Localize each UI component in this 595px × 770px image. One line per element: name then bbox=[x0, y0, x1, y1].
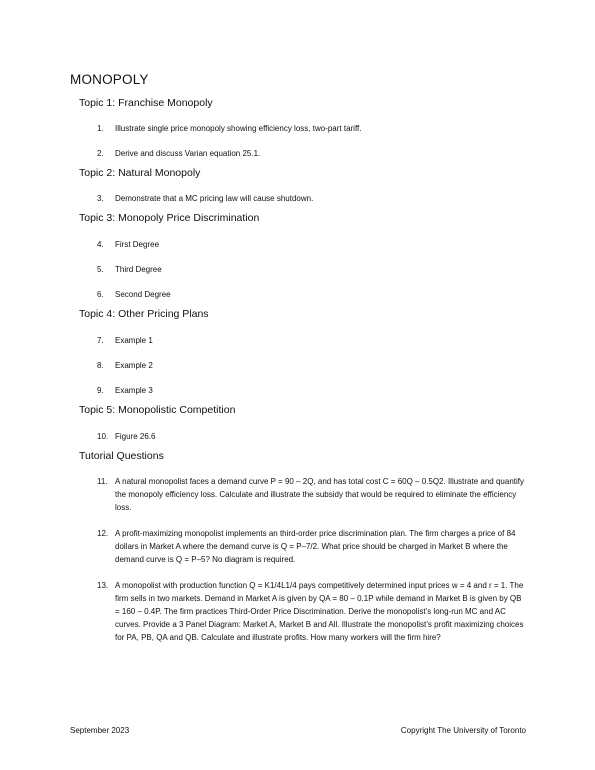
item-text: A profit-maximizing monopolist implements an third-order price discrimination plan. The firm charges a price of 84 dollars in Market A where the demand curve is Q = P–7/2. What price should be charged in Market B where the demand curve is Q = P–5? No diagram is required. bbox=[115, 529, 516, 564]
footer-date: September 2023 bbox=[70, 726, 130, 735]
item-text: A monopolist with production function Q = K1/4L1/4 pays competitively determined input prices w = 4 and r = 1. The firm sells in two markets. Demand in Market A is given by QA = 80 – 0.1P while demand in Market B is given by QB = 160 – 0.4P. The firm practices Third-Order Price Discrimination. Derive the monopolist’s long-run MC and AC curves. Provide a 3 Panel Diagram: Market A, Market B and All. Illustrate the monopolist’s profit maximizing choices for PA, PB, QA and QB. Calculate and illustrate profits. How many workers will the firm hire? bbox=[115, 581, 524, 642]
list-item-8 bbox=[97, 359, 527, 372]
item-text: Example 3 bbox=[115, 386, 153, 395]
item-number: 13. bbox=[97, 581, 109, 590]
item-number: 6. bbox=[97, 290, 104, 299]
item-number: 2. bbox=[97, 149, 104, 158]
list-item-7 bbox=[97, 334, 527, 347]
topic-heading-2: Topic 2: Natural Monopoly bbox=[79, 167, 201, 179]
footer-copyright: Copyright The University of Toronto bbox=[400, 726, 526, 735]
item-number: 5. bbox=[97, 265, 104, 274]
list-item-4 bbox=[97, 238, 527, 251]
list-item-11 bbox=[97, 475, 527, 514]
item-text: First Degree bbox=[115, 240, 160, 249]
list-item-12 bbox=[97, 527, 527, 566]
item-text: Second Degree bbox=[115, 290, 171, 299]
item-text: Derive and discuss Varian equation 25.1. bbox=[115, 149, 261, 158]
item-text: Example 2 bbox=[115, 361, 153, 370]
page-title: MONOPOLY bbox=[70, 72, 149, 87]
list-item-5 bbox=[97, 263, 527, 276]
list-item-13 bbox=[97, 579, 527, 644]
item-text: Demonstrate that a MC pricing law will cause shutdown. bbox=[115, 194, 314, 203]
item-text: Illustrate single price monopoly showing efficiency loss, two-part tariff. bbox=[115, 124, 362, 133]
list-item-9 bbox=[97, 384, 527, 397]
list-item-6 bbox=[97, 288, 527, 301]
item-number: 10. bbox=[97, 432, 109, 441]
item-text: Example 1 bbox=[115, 336, 153, 345]
item-number: 8. bbox=[97, 361, 104, 370]
item-number: 9. bbox=[97, 386, 104, 395]
item-text: Figure 26.6 bbox=[115, 432, 156, 441]
item-number: 3. bbox=[97, 194, 104, 203]
item-number: 1. bbox=[97, 124, 104, 133]
topic-heading-3: Topic 3: Monopoly Price Discrimination bbox=[79, 212, 260, 224]
list-item-2 bbox=[97, 147, 527, 160]
topic-heading-1: Topic 1: Franchise Monopoly bbox=[79, 97, 213, 109]
topic-heading-5: Topic 5: Monopolistic Competition bbox=[79, 404, 236, 416]
item-text: A natural monopolist faces a demand curve P = 90 – 2Q, and has total cost C = 60Q – 0.5Q2. Illustrate and quantify the monopoly efficiency loss. Calculate and illustrate the subsidy that would be required to eliminate the efficiency loss. bbox=[115, 477, 524, 512]
item-number: 4. bbox=[97, 240, 104, 249]
item-text: Third Degree bbox=[115, 265, 162, 274]
topic-heading-tutorial: Tutorial Questions bbox=[79, 450, 164, 462]
item-number: 7. bbox=[97, 336, 104, 345]
item-number: 11. bbox=[97, 477, 108, 486]
item-number: 12. bbox=[97, 529, 109, 538]
list-item-10 bbox=[97, 430, 527, 443]
list-item-3 bbox=[97, 192, 527, 205]
list-item-1 bbox=[97, 122, 527, 135]
topic-heading-4: Topic 4: Other Pricing Plans bbox=[79, 308, 209, 320]
